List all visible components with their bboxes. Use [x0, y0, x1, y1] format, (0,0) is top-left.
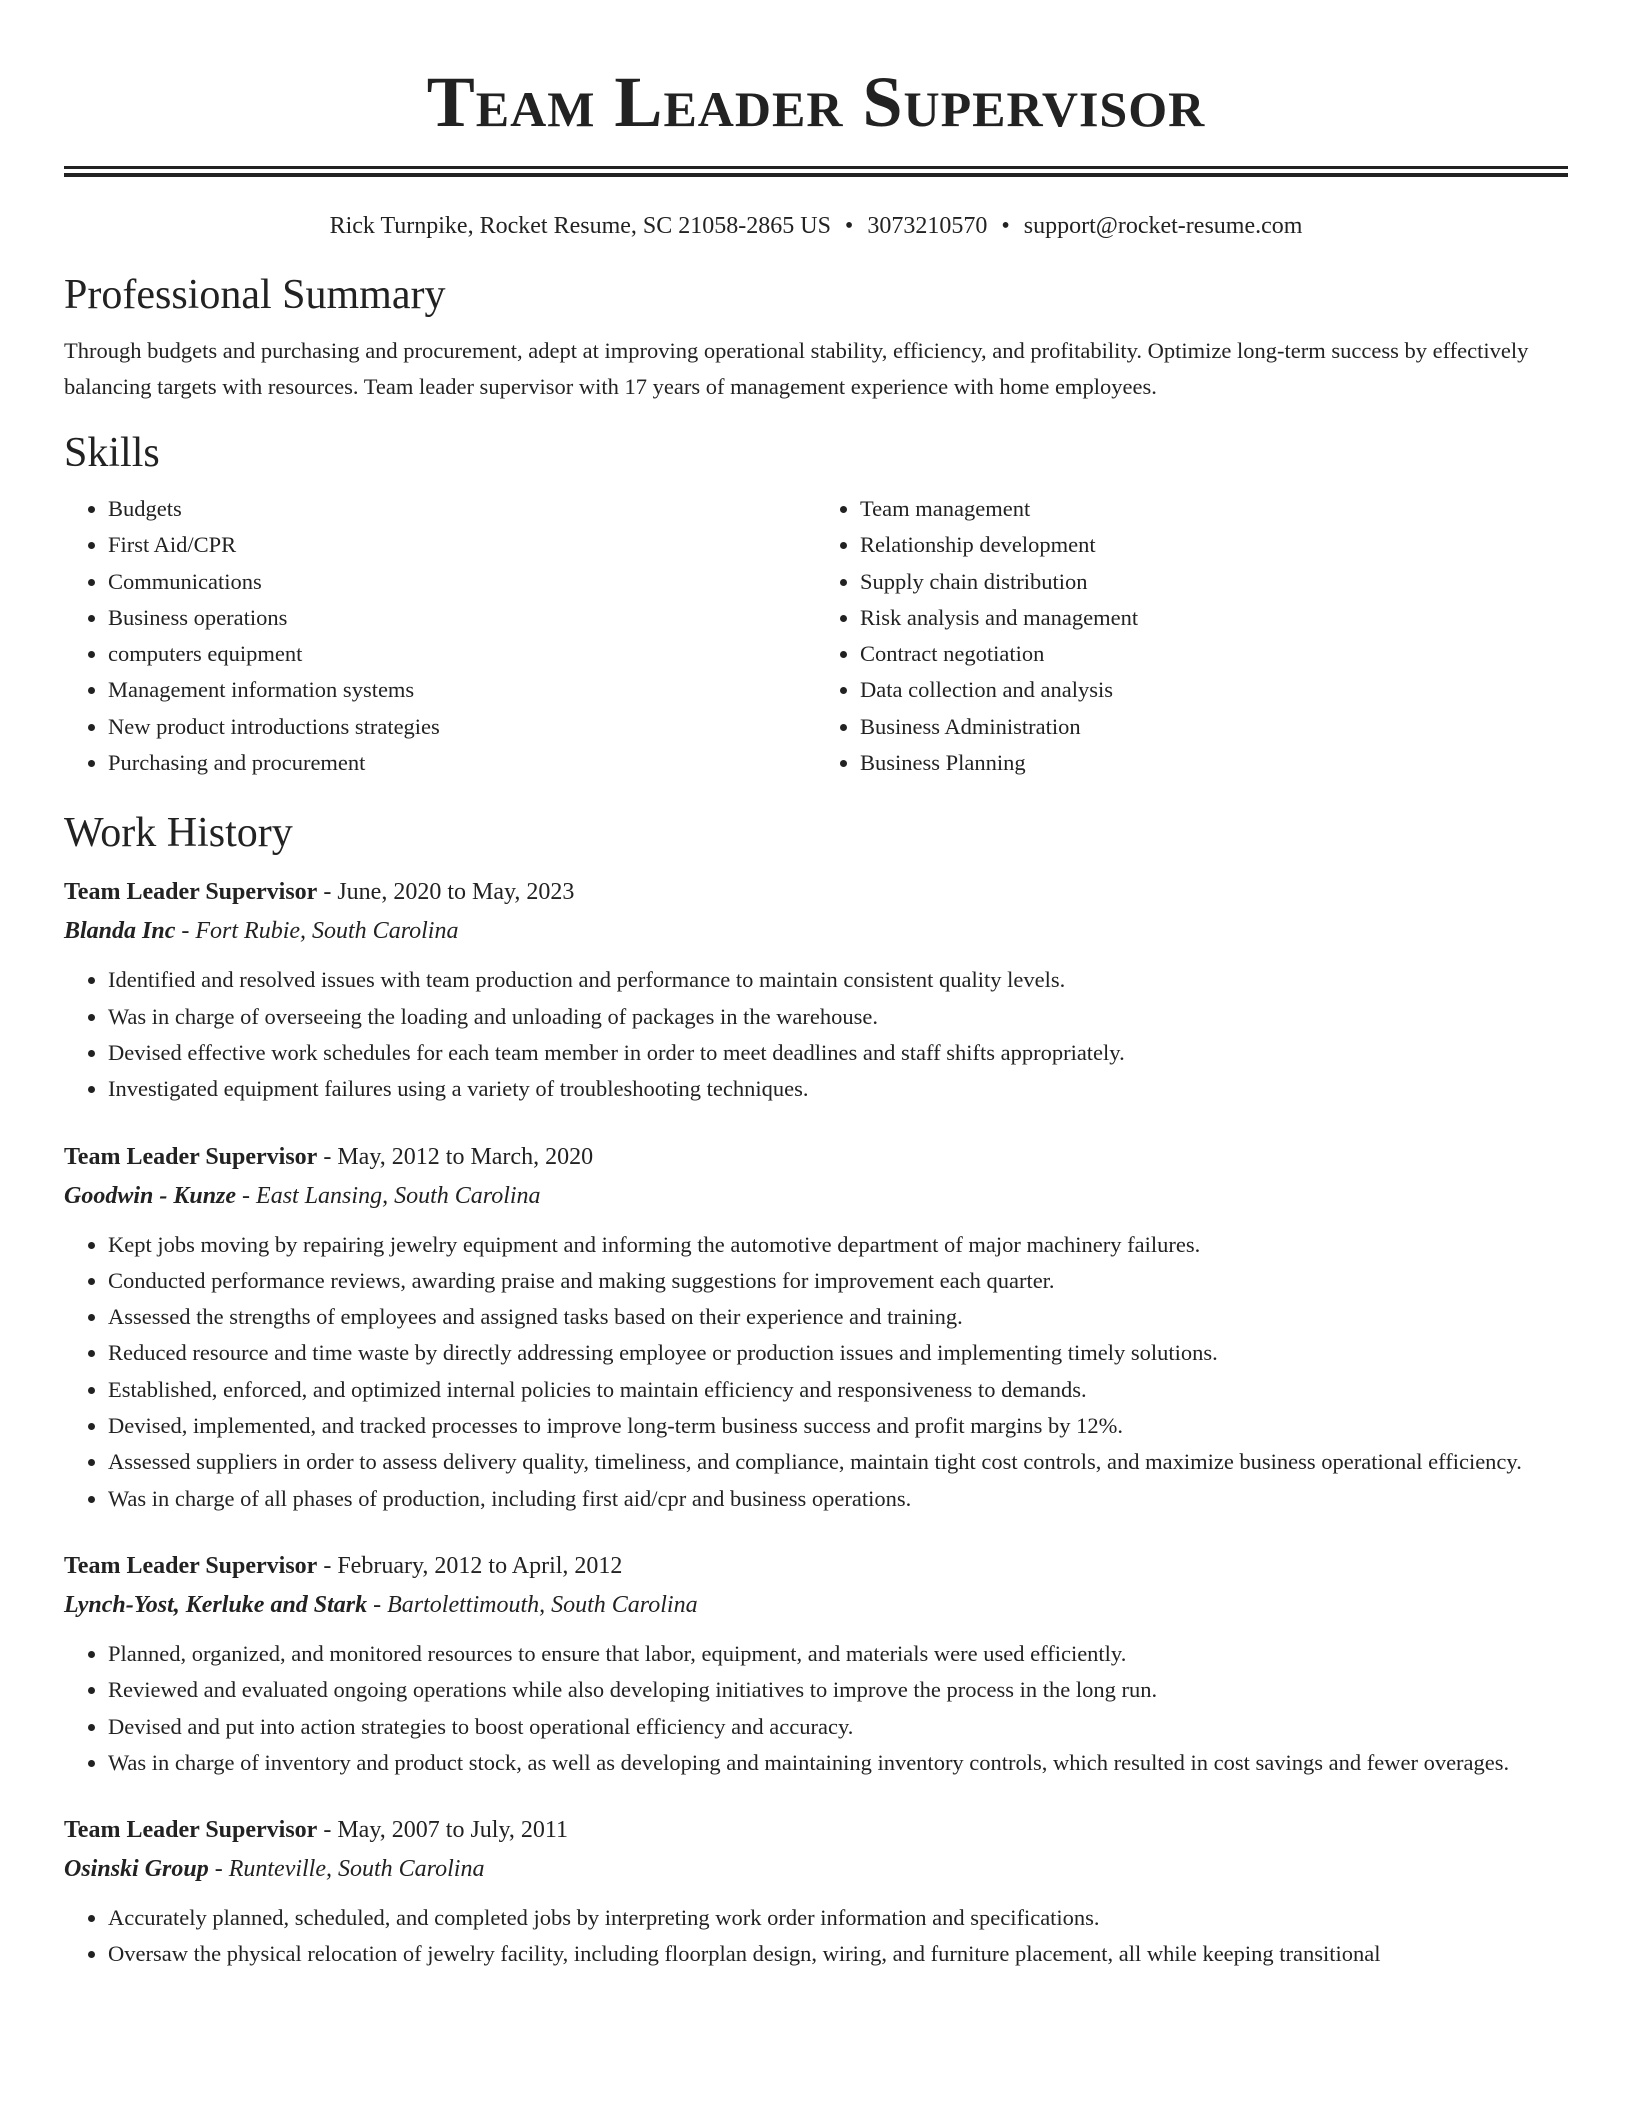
contact-line: [64, 210, 1568, 242]
duty-item: • Kept jobs moving by repairing jewelry equipment and informing the automotive department of major machinery failures.: [108, 1227, 1568, 1263]
job-company-line: [64, 1850, 1568, 1889]
job-title: Team Leader Supervisor: [64, 1817, 318, 1844]
skills-heading: Skills: [64, 430, 160, 476]
skill-item: • Data collection and analysis: [860, 672, 1568, 708]
job-company-line: [64, 1586, 1568, 1625]
skill-item: • Budgets: [108, 491, 816, 527]
duty-item: • Devised and put into action strategies to boost operational efficiency and accuracy.: [108, 1709, 1568, 1745]
duty-item: • Reduced resource and time waste by directly addressing employee or production issues and implementing timely solutions.: [108, 1335, 1568, 1371]
job-location: - Bartolettimouth, South Carolina: [367, 1591, 698, 1618]
skills-list-right: [816, 491, 1568, 781]
job-location: - Fort Rubie, South Carolina: [175, 918, 459, 945]
job-duties: [64, 1636, 1568, 1781]
skill-item: • First Aid/CPR: [108, 527, 816, 563]
duty-item: • Was in charge of inventory and product stock, as well as developing and maintaining inventory controls, which resulted in cost savings and fewer overages.: [108, 1745, 1568, 1781]
job-entry: [64, 1811, 1568, 1973]
work-history-heading: Work History: [64, 810, 293, 857]
job-title: Team Leader Supervisor: [64, 1552, 318, 1579]
contact-address: Rick Turnpike, Rocket Resume, SC 21058-2865 US: [329, 213, 831, 239]
duty-item: • Oversaw the physical relocation of jewelry facility, including floorplan design, wiring, and furniture placement, all while keeping transitional: [108, 1936, 1568, 1972]
duty-item: • Was in charge of overseeing the loading and unloading of packages in the warehouse.: [108, 999, 1568, 1035]
job-company: Osinski Group: [64, 1856, 209, 1883]
skill-item: • Contract negotiation: [860, 636, 1568, 672]
contact-phone: 3073210570: [867, 213, 988, 239]
duty-item: • Established, enforced, and optimized internal policies to maintain efficiency and responsiveness to demands.: [108, 1372, 1568, 1408]
duty-item: • Reviewed and evaluated ongoing operations while also developing initiatives to improve the process in the long run.: [108, 1672, 1568, 1708]
duty-item: • Conducted performance reviews, awarding praise and making suggestions for improvement each quarter.: [108, 1263, 1568, 1299]
skills-section: [64, 427, 1568, 781]
job-company: Blanda Inc: [64, 918, 176, 945]
job-dates: - February, 2012 to April, 2012: [317, 1552, 623, 1579]
skill-item: • Business Planning: [860, 745, 1568, 781]
duty-item: • Planned, organized, and monitored resources to ensure that labor, equipment, and materials were used efficiently.: [108, 1636, 1568, 1672]
contact-email: support@rocket-resume.com: [1023, 213, 1303, 239]
skills-columns: [64, 491, 1568, 781]
skill-item: • Team management: [860, 491, 1568, 527]
duty-item: • Identified and resolved issues with team production and performance to maintain consistent quality levels.: [108, 962, 1568, 998]
summary-text: Through budgets and purchasing and procurement, adept at improving operational stability, efficiency, and profitability. Optimize long-term success by effectively balancing targets with resources. Team leader supervisor with 17 years of management experience with home employees.: [64, 338, 1529, 399]
job-title-line: [64, 1138, 1568, 1177]
skill-item: • computers equipment: [108, 636, 816, 672]
contact-separator: •: [844, 213, 854, 239]
job-entry: [64, 873, 1568, 1107]
title-divider: [64, 166, 1568, 177]
skill-item: • Business operations: [108, 600, 816, 636]
job-company-line: [64, 912, 1568, 951]
job-company: Goodwin - Kunze: [64, 1182, 237, 1209]
job-entry: [64, 1138, 1568, 1517]
job-dates: - May, 2007 to July, 2011: [317, 1817, 568, 1844]
job-location: - East Lansing, South Carolina: [236, 1182, 541, 1209]
duty-item: • Assessed the strengths of employees and assigned tasks based on their experience and training.: [108, 1299, 1568, 1335]
skills-list-left: [64, 491, 816, 781]
skill-item: • Purchasing and procurement: [108, 745, 816, 781]
job-title-line: [64, 873, 1568, 912]
skill-item: • Supply chain distribution: [860, 564, 1568, 600]
job-title-line: [64, 1811, 1568, 1850]
job-entry: [64, 1547, 1568, 1781]
job-title-line: [64, 1547, 1568, 1586]
job-company-line: [64, 1177, 1568, 1216]
job-duties: [64, 1227, 1568, 1517]
duty-item: • Devised effective work schedules for each team member in order to meet deadlines and staff shifts appropriately.: [108, 1035, 1568, 1071]
job-duties: [64, 962, 1568, 1107]
summary-heading: Professional Summary: [64, 272, 446, 318]
skill-item: • Communications: [108, 564, 816, 600]
job-duties: [64, 1900, 1568, 1973]
skill-item: • New product introductions strategies: [108, 709, 816, 745]
resume-title: Team Leader Supervisor: [426, 62, 1206, 142]
duty-item: • Devised, implemented, and tracked processes to improve long-term business success and profit margins by 12%.: [108, 1408, 1568, 1444]
contact-separator: •: [1001, 213, 1010, 239]
duty-item: • Was in charge of all phases of production, including first aid/cpr and business operations.: [108, 1481, 1568, 1517]
skill-item: • Business Administration: [860, 709, 1568, 745]
duty-item: • Assessed suppliers in order to assess delivery quality, timeliness, and compliance, maintain tight cost controls, and maximize business operational efficiency.: [108, 1444, 1568, 1480]
duty-item: • Investigated equipment failures using a variety of troubleshooting techniques.: [108, 1071, 1568, 1107]
skill-item: • Relationship development: [860, 527, 1568, 563]
work-history-section: [64, 807, 1568, 1972]
job-title: Team Leader Supervisor: [64, 879, 318, 906]
skill-item: • Risk analysis and management: [860, 600, 1568, 636]
job-location: - Runteville, South Carolina: [208, 1856, 485, 1883]
summary-section: [64, 269, 1568, 405]
skill-item: • Management information systems: [108, 672, 816, 708]
job-dates: - June, 2020 to May, 2023: [317, 879, 575, 906]
job-company: Lynch-Yost, Kerluke and Stark: [64, 1591, 368, 1618]
job-dates: - May, 2012 to March, 2020: [317, 1143, 594, 1170]
job-title: Team Leader Supervisor: [64, 1143, 318, 1170]
duty-item: • Accurately planned, scheduled, and completed jobs by interpreting work order information and specifications.: [108, 1900, 1568, 1936]
